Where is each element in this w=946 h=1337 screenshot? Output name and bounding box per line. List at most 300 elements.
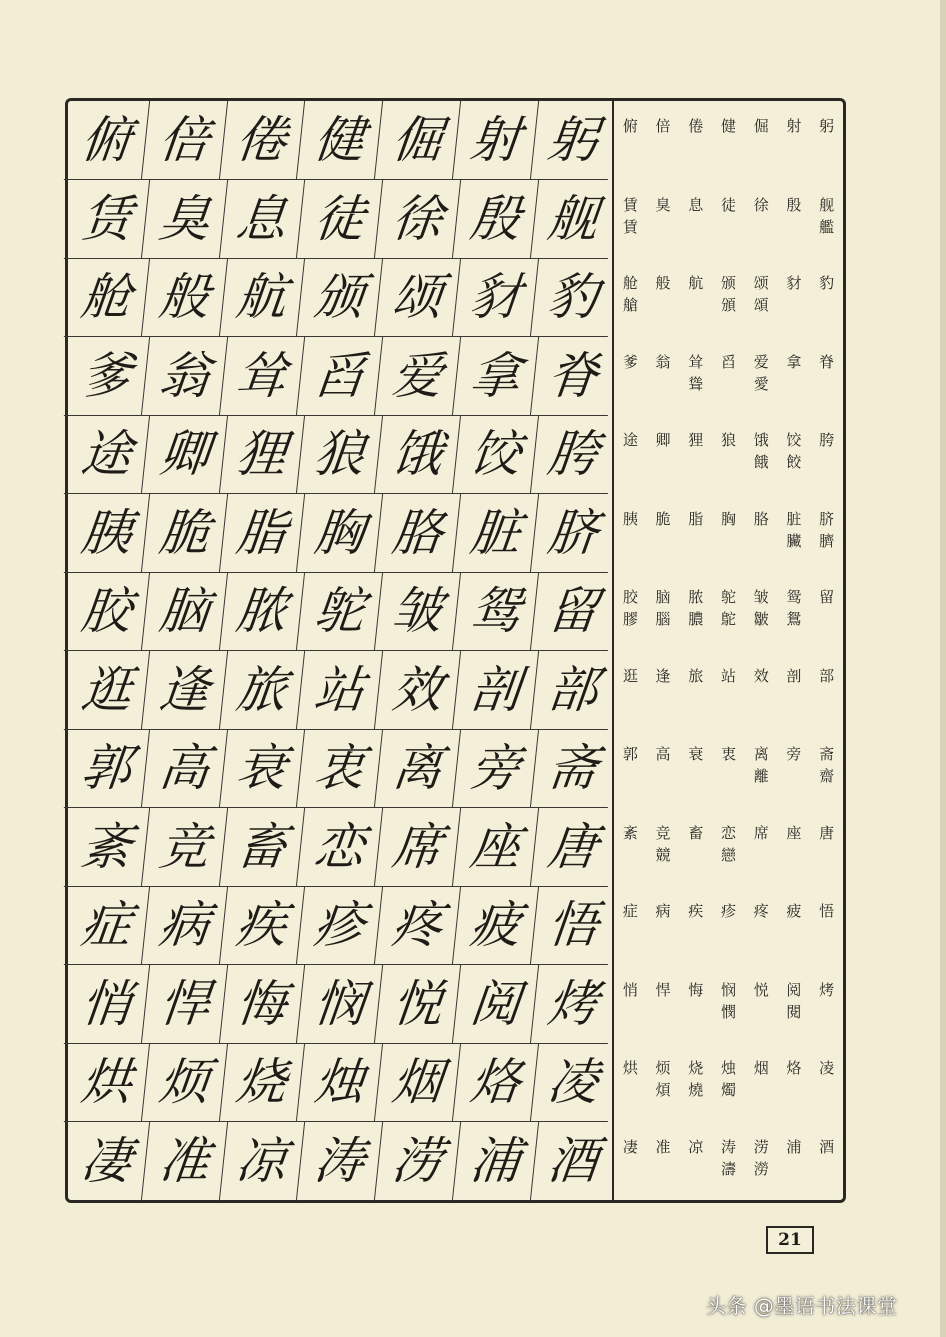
simplified-char: 爹 bbox=[622, 352, 638, 371]
reference-entry bbox=[647, 258, 680, 337]
calligraphy-cell: 胳 bbox=[375, 494, 461, 573]
reference-entry bbox=[745, 494, 778, 573]
calligraphy-cell: 狸 bbox=[219, 415, 305, 494]
calligraphy-cell: 脆 bbox=[142, 494, 228, 573]
traditional-char: 澇 bbox=[753, 1159, 769, 1178]
reference-entry bbox=[712, 729, 745, 808]
reference-entry bbox=[679, 572, 712, 651]
calligraphy-cell: 疾 bbox=[219, 886, 305, 965]
calligraphy-cell: 座 bbox=[452, 808, 538, 887]
reference-entry bbox=[647, 494, 680, 573]
calligraphy-cell: 席 bbox=[375, 808, 461, 887]
simplified-char: 衰 bbox=[688, 745, 704, 763]
reference-entry bbox=[712, 180, 745, 259]
calligraphy-cell: 躬 bbox=[530, 101, 616, 180]
simplified-char: 狼 bbox=[720, 431, 736, 449]
reference-entry bbox=[778, 337, 811, 416]
calligraphy-cell: 脊 bbox=[530, 337, 616, 416]
simplified-char: 舰 bbox=[819, 195, 835, 214]
calligraphy-cell: 健 bbox=[297, 101, 383, 180]
calligraphy-cell: 胯 bbox=[530, 415, 616, 494]
simplified-char: 烙 bbox=[786, 1059, 802, 1077]
reference-entry bbox=[745, 808, 778, 887]
calligraphy-cell: 俯 bbox=[64, 101, 150, 180]
calligraphy-cell: 站 bbox=[297, 651, 383, 730]
simplified-char: 倦 bbox=[688, 117, 704, 135]
reference-entry bbox=[778, 651, 811, 730]
calligraphy-cell: 高 bbox=[142, 729, 228, 808]
simplified-char: 脑 bbox=[655, 588, 671, 606]
calligraphy-cell: 耸 bbox=[219, 337, 305, 416]
calligraphy-cell: 凉 bbox=[219, 1122, 305, 1201]
calligraphy-cell: 悄 bbox=[64, 965, 150, 1044]
simplified-char: 舀 bbox=[720, 352, 736, 371]
reference-entry bbox=[679, 651, 712, 730]
page-edge bbox=[940, 0, 946, 1337]
calligraphy-cell: 剖 bbox=[452, 651, 538, 730]
simplified-char: 豺 bbox=[786, 274, 802, 292]
simplified-char: 徒 bbox=[720, 195, 736, 214]
calligraphy-cell: 阅 bbox=[452, 965, 538, 1044]
traditional-char: 競 bbox=[655, 845, 671, 864]
reference-entry bbox=[712, 808, 745, 887]
reference-entry bbox=[614, 101, 647, 180]
simplified-char: 准 bbox=[655, 1137, 671, 1156]
calligraphy-cell: 悟 bbox=[530, 886, 616, 965]
simplified-char: 畜 bbox=[688, 823, 704, 842]
reference-entry bbox=[647, 965, 680, 1044]
reference-entry bbox=[647, 1043, 680, 1122]
calligraphy-cell: 爹 bbox=[64, 337, 150, 416]
reference-entry bbox=[810, 729, 843, 808]
calligraphy-cell: 胸 bbox=[297, 494, 383, 573]
simplified-char: 健 bbox=[720, 117, 736, 135]
reference-entry bbox=[810, 572, 843, 651]
simplified-char: 涛 bbox=[720, 1137, 736, 1156]
simplified-char: 阅 bbox=[786, 980, 802, 999]
simplified-char: 凉 bbox=[688, 1137, 704, 1156]
page-number: 21 bbox=[766, 1226, 814, 1254]
simplified-char: 俯 bbox=[622, 117, 638, 135]
calligraphy-cell: 航 bbox=[219, 258, 305, 337]
simplified-char: 皱 bbox=[753, 588, 769, 606]
reference-entry bbox=[647, 729, 680, 808]
simplified-char: 唐 bbox=[819, 823, 835, 842]
reference-entry bbox=[614, 572, 647, 651]
simplified-char: 鸵 bbox=[720, 588, 736, 606]
calligraphy-cell: 颁 bbox=[297, 258, 383, 337]
simplified-char: 凄 bbox=[622, 1137, 638, 1156]
calligraphy-cell: 徐 bbox=[375, 180, 461, 259]
reference-entry bbox=[679, 886, 712, 965]
reference-entry bbox=[647, 651, 680, 730]
reference-entry bbox=[810, 415, 843, 494]
traditional-char: 煩 bbox=[655, 1081, 671, 1099]
simplified-char: 卿 bbox=[655, 431, 671, 449]
calligraphy-cell: 疲 bbox=[452, 886, 538, 965]
reference-entry bbox=[712, 886, 745, 965]
calligraphy-cell: 卿 bbox=[142, 415, 228, 494]
simplified-char: 剖 bbox=[786, 666, 802, 685]
reference-entry bbox=[614, 808, 647, 887]
calligraphy-cell: 射 bbox=[452, 101, 538, 180]
calligraphy-cell: 离 bbox=[375, 729, 461, 808]
reference-entry bbox=[614, 965, 647, 1044]
reference-entry bbox=[810, 180, 843, 259]
simplified-char: 鸳 bbox=[786, 588, 802, 606]
traditional-char: 賃 bbox=[622, 217, 638, 236]
calligraphy-cell: 脑 bbox=[142, 572, 228, 651]
simplified-char: 脊 bbox=[819, 352, 835, 371]
calligraphy-cell: 涛 bbox=[297, 1122, 383, 1201]
simplified-char: 悟 bbox=[819, 902, 835, 920]
simplified-char: 涝 bbox=[753, 1137, 769, 1156]
simplified-char: 烧 bbox=[688, 1059, 704, 1077]
simplified-char: 賃 bbox=[622, 195, 638, 214]
reference-entry bbox=[712, 1122, 745, 1201]
simplified-char: 烛 bbox=[720, 1059, 736, 1077]
simplified-char: 狸 bbox=[688, 431, 704, 449]
simplified-char: 逛 bbox=[622, 666, 638, 685]
calligraphy-cell: 斋 bbox=[530, 729, 616, 808]
calligraphy-cell: 拿 bbox=[452, 337, 538, 416]
reference-entry bbox=[712, 494, 745, 573]
simplified-char: 脆 bbox=[655, 509, 671, 528]
simplified-char: 颂 bbox=[753, 274, 769, 292]
calligraphy-cell: 脂 bbox=[219, 494, 305, 573]
traditional-char: 艙 bbox=[622, 296, 638, 314]
simplified-char: 饿 bbox=[753, 431, 769, 449]
traditional-char: 臍 bbox=[819, 531, 835, 550]
traditional-char: 臟 bbox=[786, 531, 802, 550]
traditional-char: 頌 bbox=[753, 296, 769, 314]
calligraphy-cell: 烘 bbox=[64, 1043, 150, 1122]
traditional-char: 燭 bbox=[720, 1081, 736, 1099]
calligraphy-cell: 唐 bbox=[530, 808, 616, 887]
calligraphy-cell: 倦 bbox=[219, 101, 305, 180]
calligraphy-cell: 殷 bbox=[452, 180, 538, 259]
reference-entry bbox=[810, 808, 843, 887]
calligraphy-cell: 翁 bbox=[142, 337, 228, 416]
simplified-char: 逢 bbox=[655, 666, 671, 685]
calligraphy-cell: 部 bbox=[530, 651, 616, 730]
simplified-char: 般 bbox=[655, 274, 671, 292]
traditional-char: 憫 bbox=[720, 1002, 736, 1021]
reference-entry bbox=[745, 572, 778, 651]
calligraphy-cell: 效 bbox=[375, 651, 461, 730]
calligraphy-cell: 浦 bbox=[452, 1122, 538, 1201]
simplified-char: 烘 bbox=[622, 1059, 638, 1077]
reference-entry bbox=[745, 729, 778, 808]
reference-entry bbox=[810, 886, 843, 965]
simplified-char: 旁 bbox=[786, 745, 802, 763]
calligraphy-cell: 脓 bbox=[219, 572, 305, 651]
reference-entry bbox=[712, 337, 745, 416]
simplified-char: 途 bbox=[622, 431, 638, 449]
simplified-char: 悄 bbox=[622, 980, 638, 999]
reference-entry bbox=[745, 415, 778, 494]
simplified-char: 悔 bbox=[688, 980, 704, 999]
reference-entry bbox=[745, 1043, 778, 1122]
calligraphy-cell: 赁 bbox=[64, 180, 150, 259]
reference-entry bbox=[778, 808, 811, 887]
reference-entry bbox=[614, 651, 647, 730]
calligraphy-cell: 皱 bbox=[375, 572, 461, 651]
reference-entry bbox=[679, 337, 712, 416]
simplified-char: 恋 bbox=[720, 823, 736, 842]
reference-entry bbox=[614, 1122, 647, 1201]
reference-entry bbox=[679, 180, 712, 259]
reference-entry bbox=[614, 415, 647, 494]
reference-entry bbox=[745, 180, 778, 259]
simplified-char: 座 bbox=[786, 823, 802, 842]
calligraphy-cell: 鸵 bbox=[297, 572, 383, 651]
simplified-char: 爱 bbox=[753, 352, 769, 371]
traditional-char: 聳 bbox=[688, 374, 704, 393]
calligraphy-cell: 悦 bbox=[375, 965, 461, 1044]
simplified-char: 斋 bbox=[819, 745, 835, 763]
calligraphy-cell: 鸳 bbox=[452, 572, 538, 651]
calligraphy-cell: 紊 bbox=[64, 808, 150, 887]
reference-entry bbox=[679, 1122, 712, 1201]
reference-entry bbox=[778, 494, 811, 573]
simplified-char: 殷 bbox=[786, 195, 802, 214]
reference-entry bbox=[778, 886, 811, 965]
reference-entry bbox=[679, 494, 712, 573]
simplified-char: 郭 bbox=[622, 745, 638, 763]
reference-entry bbox=[745, 337, 778, 416]
calligraphy-cell: 旁 bbox=[452, 729, 538, 808]
calligraphy-cell: 酒 bbox=[545, 1131, 602, 1190]
simplified-char: 脏 bbox=[786, 509, 802, 528]
calligraphy-cell: 徒 bbox=[297, 180, 383, 259]
simplified-char: 徐 bbox=[753, 195, 769, 214]
simplified-char: 留 bbox=[819, 588, 835, 606]
traditional-char: 艦 bbox=[819, 217, 835, 236]
reference-entry bbox=[778, 1043, 811, 1122]
simplified-char: 翁 bbox=[655, 352, 671, 371]
calligraphy-cell: 舱 bbox=[64, 258, 150, 337]
watermark-text: 头条 @墨语书法课堂 bbox=[706, 1294, 898, 1318]
reference-character-list bbox=[614, 101, 843, 1200]
calligraphy-cell: 逢 bbox=[142, 651, 228, 730]
calligraphy-cell: 狼 bbox=[297, 415, 383, 494]
calligraphy-cell: 倍 bbox=[142, 101, 228, 180]
reference-entry bbox=[647, 180, 680, 259]
simplified-char: 烤 bbox=[819, 980, 835, 999]
calligraphy-cell: 逛 bbox=[64, 651, 150, 730]
reference-entry bbox=[778, 729, 811, 808]
reference-entry bbox=[614, 258, 647, 337]
reference-entry bbox=[679, 965, 712, 1044]
traditional-char: 膿 bbox=[688, 610, 704, 628]
calligraphy-cell: 悍 bbox=[142, 965, 228, 1044]
calligraphy-cell: 爱 bbox=[375, 337, 461, 416]
reference-entry bbox=[810, 965, 843, 1044]
reference-entry bbox=[712, 415, 745, 494]
simplified-char: 悍 bbox=[655, 980, 671, 999]
reference-entry bbox=[614, 729, 647, 808]
calligraphy-cell: 饺 bbox=[452, 415, 538, 494]
calligraphy-cell: 烦 bbox=[142, 1043, 228, 1122]
reference-entry bbox=[712, 1043, 745, 1122]
calligraphy-cell: 症 bbox=[64, 886, 150, 965]
reference-entry bbox=[778, 180, 811, 259]
calligraphy-cell: 衰 bbox=[219, 729, 305, 808]
calligraphy-cell: 恋 bbox=[297, 808, 383, 887]
simplified-char: 疲 bbox=[786, 902, 802, 920]
calligraphy-cell: 烤 bbox=[530, 965, 616, 1044]
calligraphy-cell: 脏 bbox=[452, 494, 538, 573]
traditional-char: 膠 bbox=[622, 610, 638, 628]
traditional-char: 濤 bbox=[720, 1159, 736, 1178]
reference-entry bbox=[647, 337, 680, 416]
traditional-char: 燒 bbox=[688, 1081, 704, 1099]
calligraphy-cell: 颂 bbox=[375, 258, 461, 337]
simplified-char: 脓 bbox=[688, 588, 704, 606]
calligraphy-cell: 烛 bbox=[297, 1043, 383, 1122]
reference-entry bbox=[679, 258, 712, 337]
traditional-char: 餃 bbox=[786, 453, 802, 471]
simplified-char: 胳 bbox=[753, 509, 769, 528]
simplified-char: 凌 bbox=[819, 1059, 835, 1077]
calligraphy-cell: 饿 bbox=[375, 415, 461, 494]
calligraphy-cell: 豹 bbox=[530, 258, 616, 337]
simplified-char: 射 bbox=[786, 117, 802, 135]
simplified-char: 症 bbox=[622, 902, 638, 920]
traditional-char: 腦 bbox=[655, 610, 671, 628]
simplified-char: 离 bbox=[753, 745, 769, 763]
calligraphy-cell: 病 bbox=[142, 886, 228, 965]
calligraphy-cell: 烧 bbox=[219, 1043, 305, 1122]
calligraphy-cell: 脐 bbox=[530, 494, 616, 573]
calligraphy-cell: 旅 bbox=[219, 651, 305, 730]
traditional-char: 頒 bbox=[720, 296, 736, 314]
simplified-char: 竞 bbox=[655, 823, 671, 842]
calligraphy-cell: 畜 bbox=[219, 808, 305, 887]
reference-entry bbox=[778, 572, 811, 651]
worksheet-frame bbox=[65, 98, 846, 1203]
simplified-char: 豹 bbox=[819, 274, 835, 292]
simplified-char: 部 bbox=[819, 666, 835, 685]
simplified-char: 胸 bbox=[720, 509, 736, 528]
reference-entry bbox=[614, 1043, 647, 1122]
traditional-char: 離 bbox=[753, 767, 769, 785]
calligraphy-cell: 衷 bbox=[297, 729, 383, 808]
calligraphy-cell: 豺 bbox=[452, 258, 538, 337]
calligraphy-cell: 竞 bbox=[142, 808, 228, 887]
simplified-char: 病 bbox=[655, 902, 671, 920]
simplified-char: 息 bbox=[688, 195, 704, 214]
reference-entry bbox=[679, 415, 712, 494]
simplified-char: 脂 bbox=[688, 509, 704, 528]
simplified-char: 耸 bbox=[688, 352, 704, 371]
simplified-char: 烦 bbox=[655, 1059, 671, 1077]
calligraphy-cell: 烙 bbox=[452, 1043, 538, 1122]
simplified-char: 胰 bbox=[622, 509, 638, 528]
calligraphy-cell: 郭 bbox=[64, 729, 150, 808]
calligraphy-cell: 疹 bbox=[297, 886, 383, 965]
reference-entry bbox=[712, 965, 745, 1044]
reference-entry bbox=[647, 415, 680, 494]
reference-entry bbox=[778, 1122, 811, 1201]
traditional-char: 戀 bbox=[720, 845, 736, 864]
calligraphy-grid bbox=[68, 101, 614, 1200]
calligraphy-cell: 准 bbox=[142, 1122, 228, 1201]
simplified-char: 紊 bbox=[622, 823, 638, 842]
calligraphy-cell: 留 bbox=[530, 572, 616, 651]
reference-entry bbox=[712, 258, 745, 337]
reference-entry bbox=[712, 572, 745, 651]
reference-entry bbox=[614, 180, 647, 259]
simplified-char: 胶 bbox=[622, 588, 638, 606]
simplified-char: 胯 bbox=[819, 431, 835, 449]
calligraphy-cell: 凌 bbox=[530, 1043, 616, 1122]
traditional-char: 皺 bbox=[753, 610, 769, 628]
reference-entry bbox=[810, 651, 843, 730]
reference-entry bbox=[778, 965, 811, 1044]
reference-entry bbox=[647, 808, 680, 887]
reference-entry bbox=[745, 258, 778, 337]
simplified-char: 颁 bbox=[720, 274, 736, 292]
calligraphy-cell: 涝 bbox=[375, 1122, 461, 1201]
reference-entry bbox=[745, 101, 778, 180]
reference-entry bbox=[647, 101, 680, 180]
calligraphy-cell: 胶 bbox=[64, 572, 150, 651]
calligraphy-cell: 倔 bbox=[375, 101, 461, 180]
calligraphy-cell: 途 bbox=[64, 415, 150, 494]
simplified-char: 饺 bbox=[786, 431, 802, 449]
reference-entry bbox=[810, 101, 843, 180]
calligraphy-cell: 息 bbox=[219, 180, 305, 259]
calligraphy-cell: 臭 bbox=[142, 180, 228, 259]
simplified-char: 酒 bbox=[819, 1137, 835, 1156]
calligraphy-cell: 疼 bbox=[375, 886, 461, 965]
reference-entry bbox=[647, 1122, 680, 1201]
simplified-char: 拿 bbox=[786, 352, 802, 371]
simplified-char: 高 bbox=[655, 745, 671, 763]
calligraphy-cell: 凄 bbox=[64, 1122, 150, 1201]
simplified-char: 倍 bbox=[655, 117, 671, 135]
reference-entry bbox=[810, 337, 843, 416]
simplified-char: 倔 bbox=[753, 117, 769, 135]
simplified-char: 疾 bbox=[688, 902, 704, 920]
simplified-char: 疹 bbox=[720, 902, 736, 920]
simplified-char: 悯 bbox=[720, 980, 736, 999]
simplified-char: 疼 bbox=[753, 902, 769, 920]
reference-entry bbox=[810, 1122, 843, 1201]
traditional-char: 閱 bbox=[786, 1002, 802, 1021]
simplified-char: 效 bbox=[753, 666, 769, 685]
calligraphy-cell: 般 bbox=[142, 258, 228, 337]
simplified-char: 席 bbox=[753, 823, 769, 842]
simplified-char: 悦 bbox=[753, 980, 769, 999]
traditional-char: 愛 bbox=[753, 374, 769, 393]
traditional-char: 齋 bbox=[819, 767, 835, 785]
reference-entry bbox=[712, 101, 745, 180]
simplified-char: 躬 bbox=[819, 117, 835, 135]
calligraphy-cell: 胰 bbox=[64, 494, 150, 573]
calligraphy-cell: 舰 bbox=[530, 180, 616, 259]
calligraphy-cell: 悯 bbox=[297, 965, 383, 1044]
simplified-char: 舱 bbox=[622, 274, 638, 292]
simplified-char: 站 bbox=[720, 666, 736, 685]
reference-entry bbox=[745, 965, 778, 1044]
traditional-char: 餓 bbox=[753, 453, 769, 471]
reference-entry bbox=[745, 886, 778, 965]
simplified-char: 脐 bbox=[819, 509, 835, 528]
traditional-char: 鴛 bbox=[786, 610, 802, 628]
